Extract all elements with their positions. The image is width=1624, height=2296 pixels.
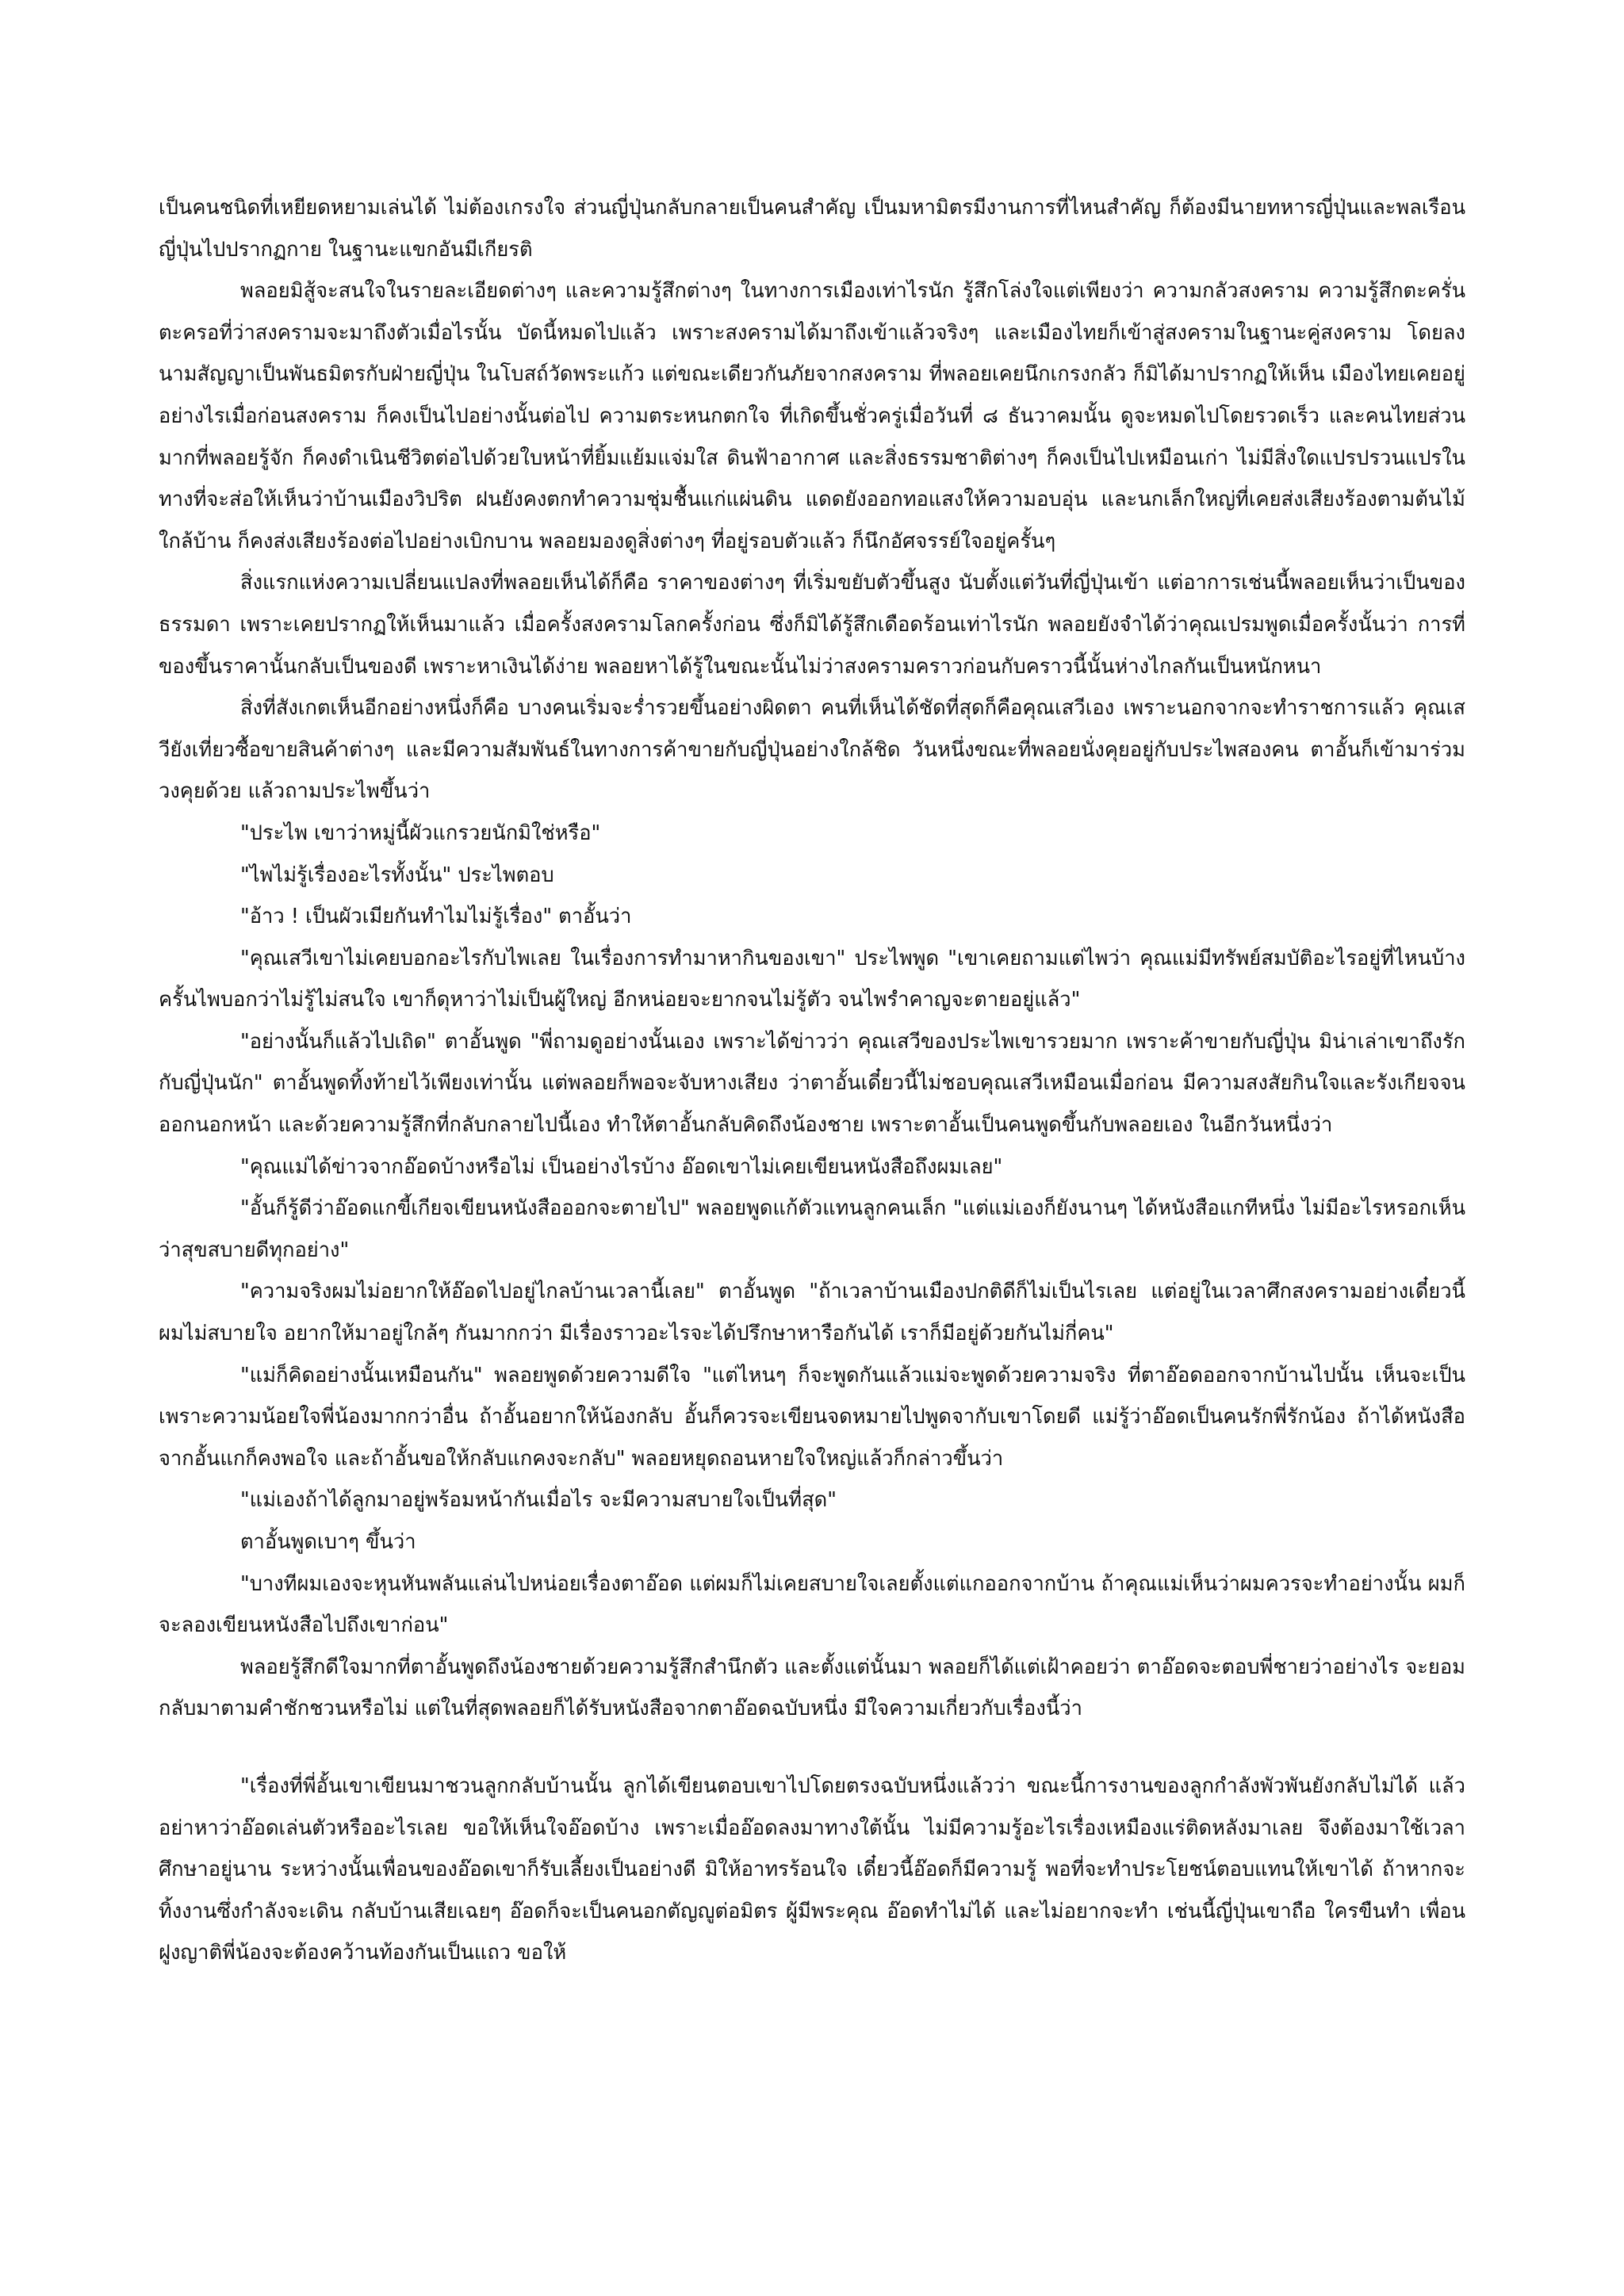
paragraph: สิ่งที่สังเกตเห็นอีกอย่างหนึ่งก็คือ บางคนเริ่มจะร่ำรวยขึ้นอย่างผิดตา คนที่เห็นได้ชัดที่สุดก็คือคุณเสวีเอง เพราะนอกจากจะทำราชการแล้ว คุณเสวียังเที่ยวซื้อขายสินค้าต่างๆ และมีความสัมพันธ์ในทางการค้าขายกับญี่ปุ่นอย่างใกล้ชิด วันหนึ่งขณะที่พลอยนั่งคุยอยู่กับประไพสองคน ตาอั้นก็เข้ามาร่วมวงคุยด้วย แล้วถามประไพขึ้นว่า (159, 696, 1465, 804)
dialogue-line: "ความจริงผมไม่อยากให้อ๊อดไปอยู่ไกลบ้านเวลานี้เลย" ตาอั้นพูด "ถ้าเวลาบ้านเมืองปกติดีก็ไม่เป็นไรเลย แต่อยู่ในเวลาศึกสงครามอย่างเดี๋ยวนี้ ผมไม่สบายใจ อยากให้มาอยู่ใกล้ๆ กันมากกว่า มีเรื่องราวอะไรจะได้ปรึกษาหารือกันได้ เราก็มีอยู่ด้วยกันไม่กี่คน" (159, 1280, 1465, 1346)
paragraph-continuation: เป็นคนชนิดที่เหยียดหยามเล่นได้ ไม่ต้องเกรงใจ ส่วนญี่ปุ่นกลับกลายเป็นคนสำคัญ เป็นมหามิตรมีงานการที่ไหนสำคัญ ก็ต้องมีนายทหารญี่ปุ่นและพลเรือนญี่ปุ่นไปปรากฏกาย ในฐานะแขกอันมีเกียรติ (159, 196, 1465, 262)
dialogue-line: "ประไพ เขาว่าหมู่นี้ผัวแกรวยนักมิใช่หรือ" (240, 821, 601, 845)
dialogue-line: "ไพไม่รู้เรื่องอะไรทั้งนั้น" ประไพตอบ (240, 863, 554, 887)
dialogue-line: "คุณเสวีเขาไม่เคยบอกอะไรกับไพเลย ในเรื่องการทำมาหากินของเขา" ประไพพูด "เขาเคยถามแต่ไพว่า คุณแม่มีทรัพย์สมบัติอะไรอยู่ที่ไหนบ้าง ครั้นไพบอกว่าไม่รู้ไม่สนใจ เขาก็ดุหาว่าไม่เป็นผู้ใหญ่ อีกหน่อยจะยากจนไม่รู้ตัว จนไพรำคาญจะตายอยู่แล้ว" (159, 946, 1465, 1012)
dialogue-line: "อย่างนั้นก็แล้วไปเถิด" ตาอั้นพูด "พี่ถามดูอย่างนั้นเอง เพราะได้ข่าวว่า คุณเสวีของประไพเขารวยมาก เพราะค้าขายกับญี่ปุ่น มิน่าเล่าเขาถึงรักกับญี่ปุ่นนัก" ตาอั้นพูดทิ้งท้ายไว้เพียงเท่านั้น แต่พลอยก็พอจะจับหางเสียง ว่าตาอั้นเดี๋ยวนี้ไม่ชอบคุณเสวีเหมือนเมื่อก่อน มีความสงสัยกินใจและรังเกียจจนออกนอกหน้า และด้วยความรู้สึกที่กลับกลายไปนี้เอง ทำให้ตาอั้นกลับคิดถึงน้องชาย เพราะตาอั้นเป็นคนพูดขึ้นกับพลอยเอง ในอีกวันหนึ่งว่า (159, 1029, 1465, 1138)
paragraph: พลอยมิสู้จะสนใจในรายละเอียดต่างๆ และความรู้สึกต่างๆ ในทางการเมืองเท่าไรนัก รู้สึกโล่งใจแต่เพียงว่า ความกลัวสงคราม ความรู้สึกตะครั่นตะครอที่ว่าสงครามจะมาถึงตัวเมื่อไรนั้น บัดนี้หมดไปแล้ว เพราะสงครามได้มาถึงเข้าแล้วจริงๆ และเมืองไทยก็เข้าสู่สงครามในฐานะคู่สงคราม โดยลงนามสัญญาเป็นพันธมิตรกับฝ่ายญี่ปุ่น ในโบสถ์วัดพระแก้ว แต่ขณะเดียวกันภัยจากสงคราม ที่พลอยเคยนึกเกรงกลัว ก็มิได้มาปรากฏให้เห็น เมืองไทยเคยอยู่อย่างไรเมื่อก่อนสงคราม ก็คงเป็นไปอย่างนั้นต่อไป ความตระหนกตกใจ ที่เกิดขึ้นชั่วครู่เมื่อวันที่ ๘ ธันวาคมนั้น ดูจะหมดไปโดยรวดเร็ว และคนไทยส่วนมากที่พลอยรู้จัก ก็คงดำเนินชีวิตต่อไปด้วยใบหน้าที่ยิ้มแย้มแจ่มใส ดินฟ้าอากาศ และสิ่งธรรมชาติต่างๆ ก็คงเป็นไปเหมือนเก่า ไม่มีสิ่งใดแปรปรวนแปรในทางที่จะส่อให้เห็นว่าบ้านเมืองวิปริต ฝนยังคงตกทำความชุ่มชื้นแก่แผ่นดิน แดดยังออกทอแสงให้ความอบอุ่น และนกเล็กใหญ่ที่เคยส่งเสียงร้องตามต้นไม้ใกล้บ้าน ก็คงส่งเสียงร้องต่อไปอย่างเบิกบาน พลอยมองดูสิ่งต่างๆ ที่อยู่รอบตัวแล้ว ก็นึกอัศจรรย์ใจอยู่ครั้นๆ (159, 279, 1465, 553)
dialogue-line: "บางทีผมเองจะหุนหันพลันแล่นไปหน่อยเรื่องตาอ๊อด แต่ผมก็ไม่เคยสบายใจเลยตั้งแต่แกออกจากบ้าน ถ้าคุณแม่เห็นว่าผมควรจะทำอย่างนั้น ผมก็จะลองเขียนหนังสือไปถึงเขาก่อน" (159, 1571, 1465, 1638)
dialogue-line: "อั้นก็รู้ดีว่าอ๊อดแกขี้เกียจเขียนหนังสือออกจะตายไป" พลอยพูดแก้ตัวแทนลูกคนเล็ก "แต่แม่เองก็ยังนานๆ ได้หนังสือแกทีหนึ่ง ไม่มีอะไรหรอกเห็นว่าสุขสบายดีทุกอย่าง" (159, 1196, 1465, 1262)
dialogue-line: "คุณแม่ได้ข่าวจากอ๊อดบ้างหรือไม่ เป็นอย่างไรบ้าง อ๊อดเขาไม่เคยเขียนหนังสือถึงผมเลย" (240, 1154, 1003, 1179)
paragraph: สิ่งแรกแห่งความเปลี่ยนแปลงที่พลอยเห็นได้ก็คือ ราคาของต่างๆ ที่เริ่มขยับตัวขึ้นสูง นับตั้งแต่วันที่ญี่ปุ่นเข้า แต่อาการเช่นนี้พลอยเห็นว่าเป็นของธรรมดา เพราะเคยปรากฏให้เห็นมาแล้ว เมื่อครั้งสงครามโลกครั้งก่อน ซึ่งก็มิได้รู้สึกเดือดร้อนเท่าไรนัก พลอยยังจำได้ว่าคุณเปรมพูดเมื่อครั้งนั้นว่า การที่ของขึ้นราคานั้นกลับเป็นของดี เพราะหาเงินได้ง่าย พลอยหาได้รู้ในขณะนั้นไม่ว่าสงครามคราวก่อนกับคราวนี้นั้นห่างไกลกันเป็นหนักหนา (159, 571, 1465, 679)
paragraph: ตาอั้นพูดเบาๆ ขึ้นว่า (240, 1530, 416, 1554)
paragraph: พลอยรู้สึกดีใจมากที่ตาอั้นพูดถึงน้องชายด้วยความรู้สึกสำนึกตัว และตั้งแต่นั้นมา พลอยก็ได้แต่เฝ้าคอยว่า ตาอ๊อดจะตอบพี่ชายว่าอย่างไร จะยอมกลับมาตามคำชักชวนหรือไม่ แต่ในที่สุดพลอยก็ได้รับหนังสือจากตาอ๊อดฉบับหนึ่ง มีใจความเกี่ยวกับเรื่องนี้ว่า (159, 1655, 1465, 1721)
dialogue-line: "แม่ก็คิดอย่างนั้นเหมือนกัน" พลอยพูดด้วยความดีใจ "แต่ไหนๆ ก็จะพูดกันแล้วแม่จะพูดด้วยความจริง ที่ตาอ๊อดออกจากบ้านไปนั้น เห็นจะเป็นเพราะความน้อยใจพี่น้องมากกว่าอื่น ถ้าอั้นอยากให้น้องกลับ อั้นก็ควรจะเขียนจดหมายไปพูดจากับเขาโดยดี แม่รู้ว่าอ๊อดเป็นคนรักพี่รักน้อง ถ้าได้หนังสือจากอั้นแกก็คงพอใจ และถ้าอั้นขอให้กลับแกคงจะกลับ" พลอยหยุดถอนหายใจใหญ่แล้วก็กล่าวขึ้นว่า (159, 1363, 1465, 1471)
letter-paragraph: "เรื่องที่พี่อั้นเขาเขียนมาชวนลูกกลับบ้านนั้น ลูกได้เขียนตอบเขาไปโดยตรงฉบับหนึ่งแล้วว่า ขณะนี้การงานของลูกกำลังพัวพันยังกลับไม่ได้ แล้วอย่าหาว่าอ๊อดเล่นตัวหรืออะไรเลย ขอให้เห็นใจอ๊อดบ้าง เพราะเมื่ออ๊อดลงมาทางใต้นั้น ไม่มีความรู้อะไรเรื่องเหมืองแร่ติดหลังมาเลย จึงต้องมาใช้เวลาศึกษาอยู่นาน ระหว่างนั้นเพื่อนของอ๊อดเขาก็รับเลี้ยงเป็นอย่างดี มิให้อาทรร้อนใจ เดี๋ยวนี้อ๊อดก็มีความรู้ พอที่จะทำประโยชน์ตอบแทนให้เขาได้ ถ้าหากจะทิ้งงานซึ่งกำลังจะเดิน กลับบ้านเสียเฉยๆ อ๊อดก็จะเป็นคนอกตัญญูต่อมิตร ผู้มีพระคุณ อ๊อดทำไม่ได้ และไม่อยากจะทำ เช่นนี้ญี่ปุ่นเขาถือ ใครขืนทำ เพื่อนฝูงญาติพี่น้องจะต้องคว้านท้องกันเป็นแถว ขอให้ (159, 1774, 1465, 1965)
dialogue-line: "แม่เองถ้าได้ลูกมาอยู่พร้อมหน้ากันเมื่อไร จะมีความสบายใจเป็นที่สุด" (240, 1488, 837, 1513)
dialogue-line: "อ้าว ! เป็นผัวเมียกันทำไมไม่รู้เรื่อง" ตาอั้นว่า (240, 905, 632, 929)
document-body (159, 187, 1465, 1974)
